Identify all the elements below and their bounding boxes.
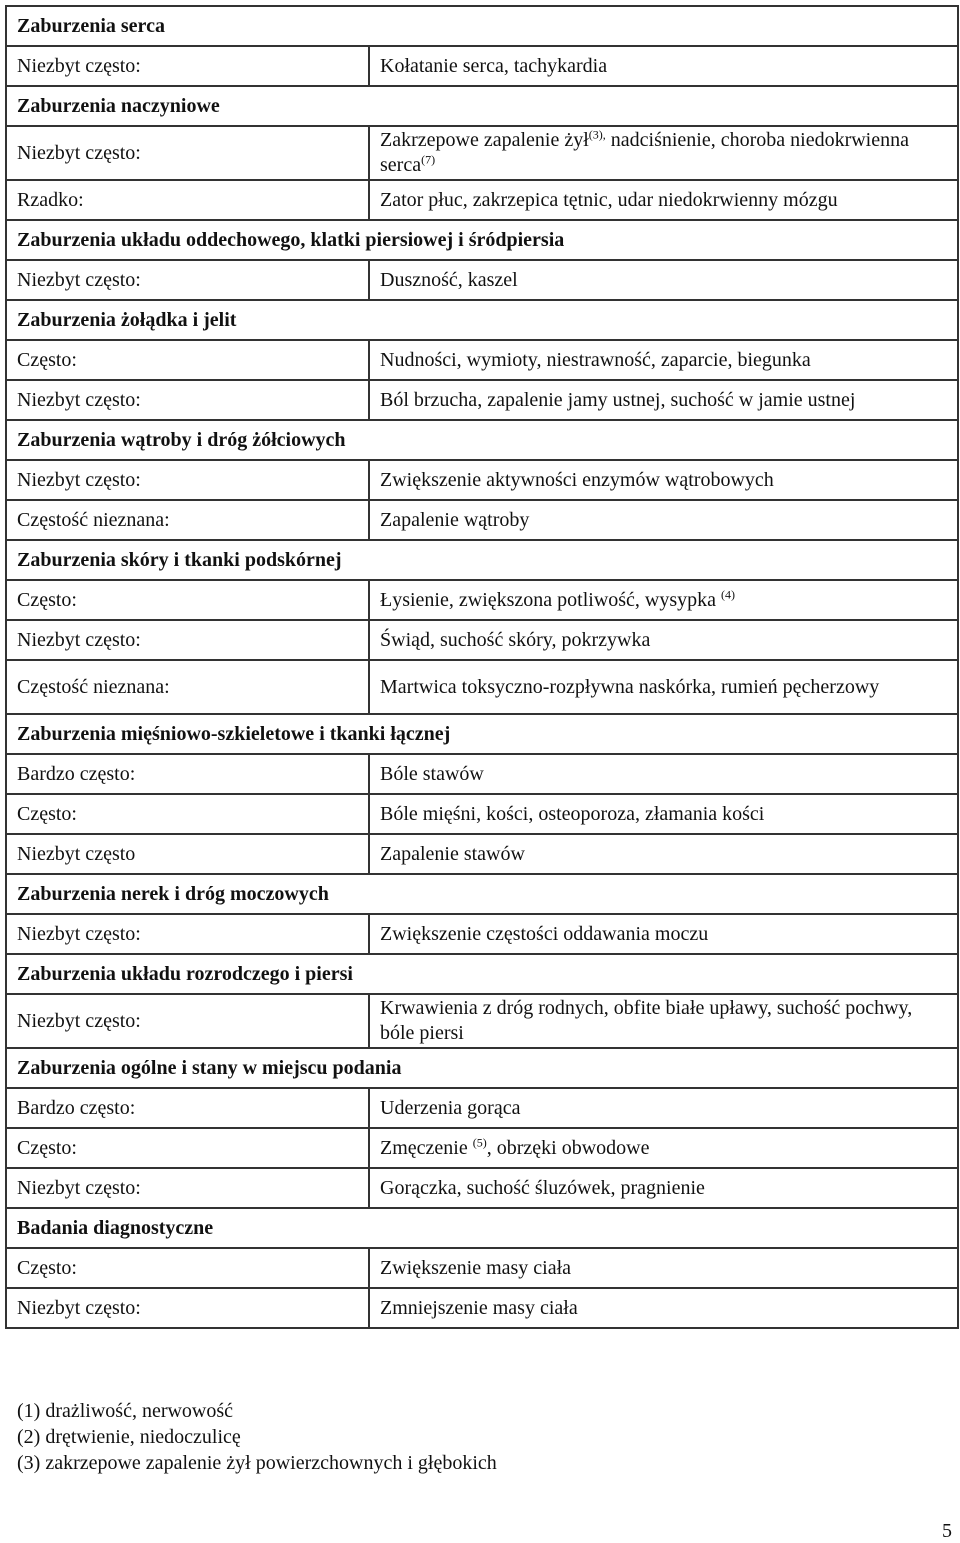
footnote-ref: (4) (721, 586, 736, 601)
table-row (6, 834, 958, 874)
table-row (6, 914, 958, 954)
section-header: Zaburzenia nerek i dróg moczowych (6, 874, 958, 914)
section-header: Zaburzenia układu oddechowego, klatki piersiowej i śródpiersia (6, 220, 958, 260)
section-header: Zaburzenia wątroby i dróg żółciowych (6, 420, 958, 460)
effect-cell: Zwiększenie aktywności enzymów wątrobowych (369, 460, 958, 500)
effect-cell: Zapalenie wątroby (369, 500, 958, 540)
frequency-cell: Częstość nieznana: (6, 660, 369, 714)
frequency-cell: Niezbyt często: (6, 994, 369, 1048)
table-row (6, 580, 958, 620)
frequency-cell: Niezbyt często: (6, 620, 369, 660)
footnote-ref: (3), (588, 127, 606, 142)
frequency-cell: Niezbyt często: (6, 460, 369, 500)
effect-cell: Gorączka, suchość śluzówek, pragnienie (369, 1168, 958, 1208)
table-row (6, 380, 958, 420)
section-header: Zaburzenia układu rozrodczego i piersi (6, 954, 958, 994)
effect-cell: Krwawienia z dróg rodnych, obfite białe upławy, suchość pochwy, bóle piersi (369, 994, 958, 1048)
frequency-cell: Często: (6, 1128, 369, 1168)
table-row (6, 180, 958, 220)
effect-cell: Zwiększenie masy ciała (369, 1248, 958, 1288)
frequency-cell: Często: (6, 794, 369, 834)
frequency-cell: Niezbyt często: (6, 380, 369, 420)
section-header: Zaburzenia skóry i tkanki podskórnej (6, 540, 958, 580)
effect-cell: Bóle mięśni, kości, osteoporoza, złamania kości (369, 794, 958, 834)
table-row (6, 1288, 958, 1328)
footnote: (3) zakrzepowe zapalenie żył powierzchownych i głębokich (17, 1452, 497, 1474)
table-row (6, 1088, 958, 1128)
effect-cell (369, 580, 958, 620)
adverse-effects-table (5, 5, 959, 1329)
effect-cell: Duszność, kaszel (369, 260, 958, 300)
effect-cell: Ból brzucha, zapalenie jamy ustnej, suchość w jamie ustnej (369, 380, 958, 420)
frequency-cell: Bardzo często: (6, 754, 369, 794)
section-header: Zaburzenia naczyniowe (6, 86, 958, 126)
frequency-cell: Niezbyt często (6, 834, 369, 874)
table-row (6, 754, 958, 794)
effect-text: Zmęczenie (380, 1136, 473, 1159)
effect-cell: Zwiększenie częstości oddawania moczu (369, 914, 958, 954)
table-row (6, 1248, 958, 1288)
table-row (6, 794, 958, 834)
effect-text: nadciśnienie, choroba niedokrwienna serca (380, 129, 909, 176)
effect-cell (369, 1128, 958, 1168)
footnote-ref: (7) (421, 152, 436, 167)
table-row (6, 46, 958, 86)
effect-cell: Uderzenia gorąca (369, 1088, 958, 1128)
footnote: (2) drętwienie, niedoczulicę (17, 1426, 241, 1448)
frequency-cell: Niezbyt często: (6, 1168, 369, 1208)
effect-text: , obrzęki obwodowe (486, 1136, 650, 1159)
frequency-cell: Niezbyt często: (6, 1288, 369, 1328)
table-row (6, 660, 958, 714)
effect-cell: Zmniejszenie masy ciała (369, 1288, 958, 1328)
effect-cell: Świąd, suchość skóry, pokrzywka (369, 620, 958, 660)
effect-cell (369, 126, 958, 180)
table-row (6, 340, 958, 380)
effect-cell: Zator płuc, zakrzepica tętnic, udar niedokrwienny mózgu (369, 180, 958, 220)
frequency-cell: Bardzo często: (6, 1088, 369, 1128)
frequency-cell: Często: (6, 1248, 369, 1288)
section-header: Zaburzenia serca (6, 6, 958, 46)
effect-cell: Nudności, wymioty, niestrawność, zaparcie, biegunka (369, 340, 958, 380)
effect-cell: Kołatanie serca, tachykardia (369, 46, 958, 86)
effect-text: Zakrzepowe zapalenie żył (380, 129, 589, 151)
effect-cell: Martwica toksyczno-rozpływna naskórka, rumień pęcherzowy (369, 660, 958, 714)
table-row (6, 260, 958, 300)
table-row (6, 1168, 958, 1208)
effect-text: Łysienie, zwiększona potliwość, wysypka (380, 588, 722, 611)
table-row (6, 126, 958, 180)
table-row (6, 994, 958, 1048)
frequency-cell: Częstość nieznana: (6, 500, 369, 540)
effect-cell: Bóle stawów (369, 754, 958, 794)
frequency-cell: Często: (6, 580, 369, 620)
section-header: Zaburzenia żołądka i jelit (6, 300, 958, 340)
frequency-cell: Niezbyt często: (6, 46, 369, 86)
section-header: Badania diagnostyczne (6, 1208, 958, 1248)
frequency-cell: Niezbyt często: (6, 260, 369, 300)
section-header: Zaburzenia mięśniowo-szkieletowe i tkanki łącznej (6, 714, 958, 754)
footnote-ref: (5) (472, 1134, 487, 1149)
frequency-cell: Niezbyt często: (6, 126, 369, 180)
table-row (6, 620, 958, 660)
effect-cell: Zapalenie stawów (369, 834, 958, 874)
frequency-cell: Rzadko: (6, 180, 369, 220)
frequency-cell: Często: (6, 340, 369, 380)
footnotes (17, 1398, 497, 1476)
table-row (6, 460, 958, 500)
table-row (6, 500, 958, 540)
section-header: Zaburzenia ogólne i stany w miejscu podania (6, 1048, 958, 1088)
frequency-cell: Niezbyt często: (6, 914, 369, 954)
page-number: 5 (942, 1520, 952, 1542)
table-row (6, 1128, 958, 1168)
footnote: (1) drażliwość, nerwowość (17, 1400, 234, 1422)
